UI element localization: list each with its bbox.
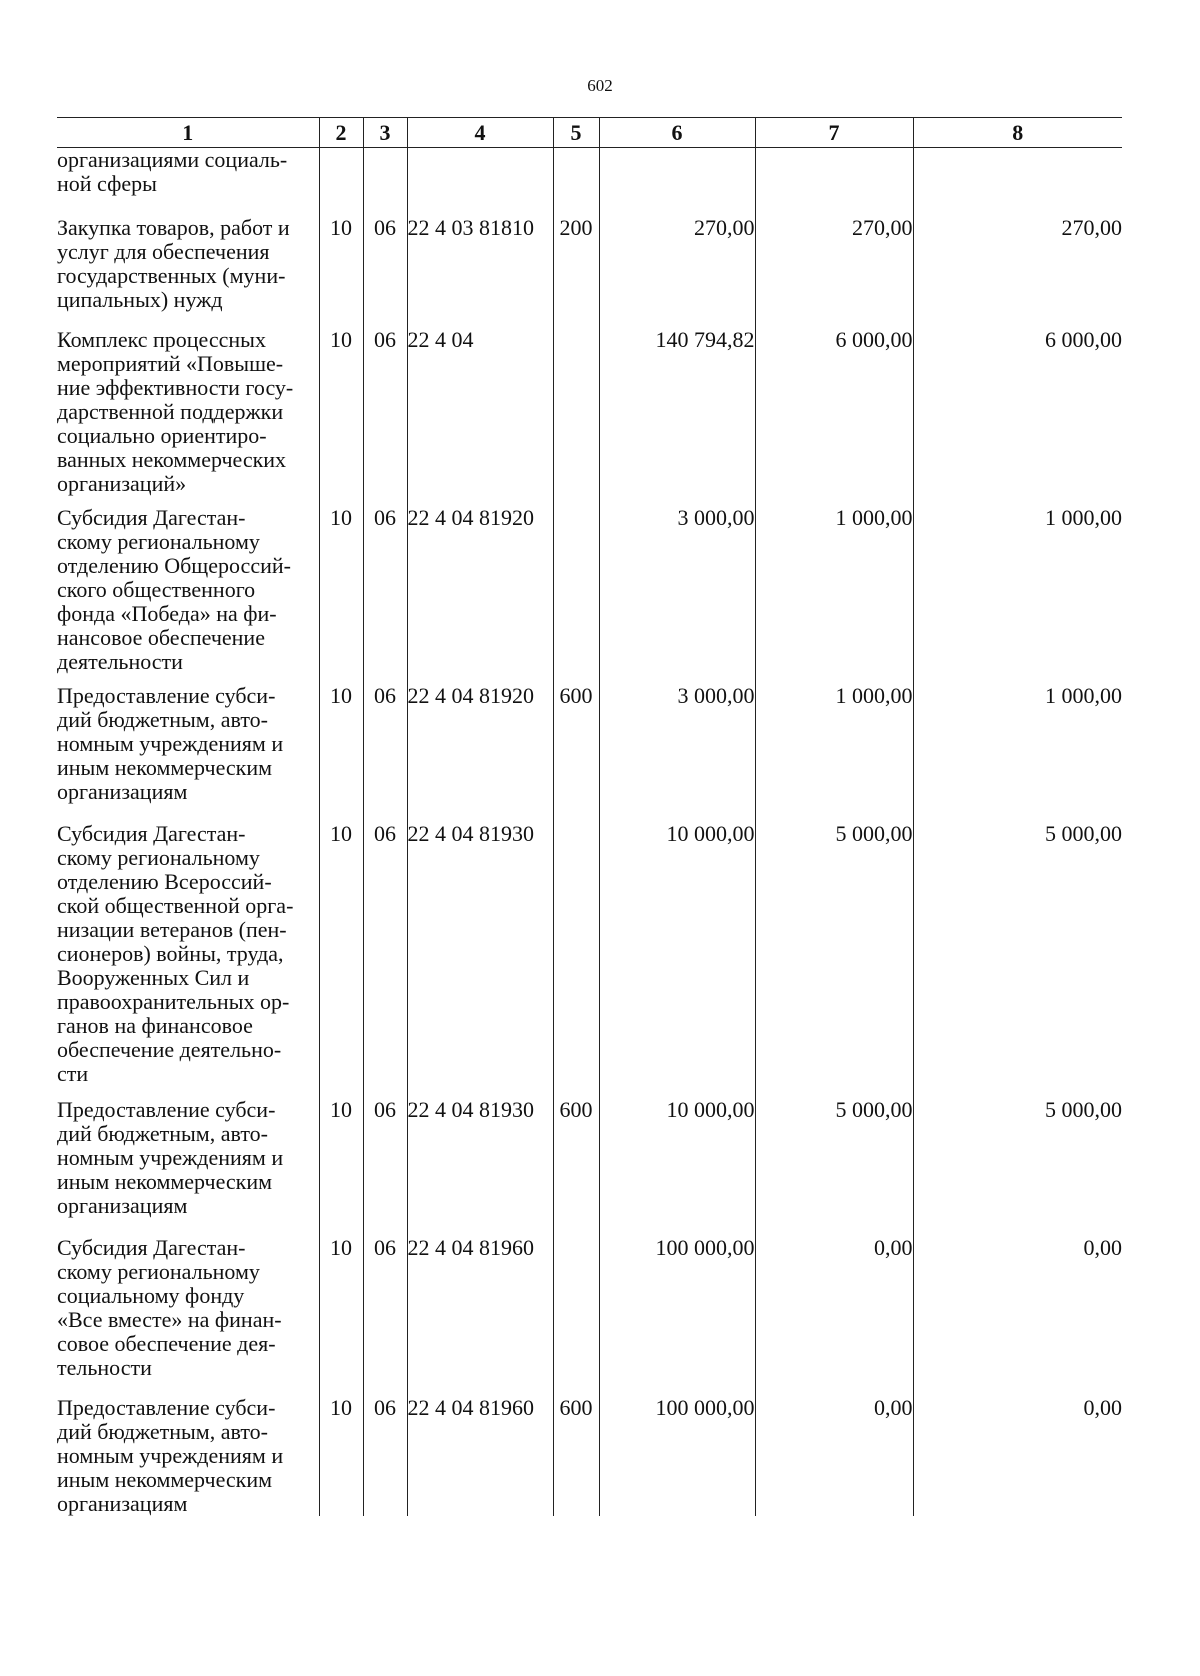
column-header: 8 <box>913 118 1122 148</box>
section-code: 10 <box>319 1226 363 1386</box>
amount-col-6: 140 794,82 <box>599 318 755 496</box>
subsection-code: 06 <box>363 674 407 812</box>
header-row <box>57 118 1122 148</box>
row-name: Комплекс процессных мероприятий «Повыше- ние эффективности госу- дарственной поддержки социально ориентиро- ванных некоммерческих организаций» <box>57 327 294 496</box>
target-article-code: 22 4 04 81930 <box>407 812 553 1088</box>
row-name: Предоставление субси- дий бюджетным, авто- номным учреждениям и иным некоммерческим организациям <box>57 683 284 804</box>
amount-col-6: 100 000,00 <box>599 1386 755 1516</box>
budget-table <box>57 117 1122 1516</box>
row-name: организациями социаль- ной сферы <box>57 147 288 196</box>
expense-type-code <box>553 496 599 674</box>
table-row <box>57 496 1122 674</box>
amount-col-8: 0,00 <box>913 1226 1122 1386</box>
row-name: Субсидия Дагестан- скому региональному отделению Всероссий- ской общественной орга- низации ветеранов (пен- сионеров) войны, труда, Вооруженных Сил и правоохранительных ор- ганов на финансовое обеспечение деятельно- сти <box>57 821 294 1086</box>
target-article-code: 22 4 04 81960 <box>407 1226 553 1386</box>
target-article-code: 22 4 04 81920 <box>407 496 553 674</box>
table-row <box>57 1386 1122 1516</box>
column-header: 7 <box>755 118 913 148</box>
column-header: 5 <box>553 118 599 148</box>
section-code: 10 <box>319 206 363 318</box>
subsection-code: 06 <box>363 1226 407 1386</box>
expense-type-code <box>553 318 599 496</box>
target-article-code: 22 4 04 81960 <box>407 1386 553 1516</box>
expense-type-code: 600 <box>553 674 599 812</box>
table-row <box>57 812 1122 1088</box>
expense-type-code: 600 <box>553 1386 599 1516</box>
subsection-code: 06 <box>363 496 407 674</box>
amount-col-7: 270,00 <box>755 206 913 318</box>
section-code: 10 <box>319 674 363 812</box>
table-row <box>57 318 1122 496</box>
subsection-code: 06 <box>363 318 407 496</box>
section-code: 10 <box>319 1088 363 1226</box>
amount-col-7: 6 000,00 <box>755 318 913 496</box>
section-code: 10 <box>319 1386 363 1516</box>
amount-col-8: 0,00 <box>913 1386 1122 1516</box>
amount-col-7: 5 000,00 <box>755 1088 913 1226</box>
section-code: 10 <box>319 318 363 496</box>
subsection-code: 06 <box>363 206 407 318</box>
target-article-code: 22 4 04 81930 <box>407 1088 553 1226</box>
amount-col-8: 5 000,00 <box>913 812 1122 1088</box>
row-name: Закупка товаров, работ и услуг для обеспечения государственных (муни- ципальных) нужд <box>57 215 290 312</box>
column-header: 4 <box>407 118 553 148</box>
expense-type-code <box>553 812 599 1088</box>
column-header: 1 <box>57 118 319 148</box>
target-article-code: 22 4 03 81810 <box>407 206 553 318</box>
amount-col-7: 5 000,00 <box>755 812 913 1088</box>
column-header: 3 <box>363 118 407 148</box>
table-row <box>57 1088 1122 1226</box>
row-name: Субсидия Дагестан- скому региональному социальному фонду «Все вместе» на финан- совое обеспечение дея- тельности <box>57 1235 282 1380</box>
expense-type-code: 200 <box>553 206 599 318</box>
table-row <box>57 206 1122 318</box>
amount-col-8: 1 000,00 <box>913 496 1122 674</box>
section-code: 10 <box>319 812 363 1088</box>
table-row <box>57 1226 1122 1386</box>
target-article-code: 22 4 04 81920 <box>407 674 553 812</box>
table-row <box>57 674 1122 812</box>
amount-col-6: 3 000,00 <box>599 674 755 812</box>
subsection-code: 06 <box>363 1088 407 1226</box>
row-name: Предоставление субси- дий бюджетным, авто- номным учреждениям и иным некоммерческим организациям <box>57 1097 284 1218</box>
section-code: 10 <box>319 496 363 674</box>
row-name: Предоставление субси- дий бюджетным, авто- номным учреждениям и иным некоммерческим организациям <box>57 1395 284 1516</box>
amount-col-6: 10 000,00 <box>599 1088 755 1226</box>
expense-type-code: 600 <box>553 1088 599 1226</box>
amount-col-8: 5 000,00 <box>913 1088 1122 1226</box>
amount-col-6: 100 000,00 <box>599 1226 755 1386</box>
amount-col-7: 0,00 <box>755 1386 913 1516</box>
expense-type-code <box>553 1226 599 1386</box>
column-header: 2 <box>319 118 363 148</box>
page-number: 602 <box>587 76 613 95</box>
amount-col-6: 270,00 <box>599 206 755 318</box>
subsection-code: 06 <box>363 812 407 1088</box>
row-name: Субсидия Дагестан- скому региональному отделению Общероссий- ского общественного фонда «Победа» на фи- нансовое обеспечение деятельности <box>57 505 291 674</box>
amount-col-8: 270,00 <box>913 206 1122 318</box>
column-header: 6 <box>599 118 755 148</box>
continuation-row <box>57 148 1122 207</box>
amount-col-6: 10 000,00 <box>599 812 755 1088</box>
amount-col-6: 3 000,00 <box>599 496 755 674</box>
amount-col-7: 1 000,00 <box>755 674 913 812</box>
subsection-code: 06 <box>363 1386 407 1516</box>
target-article-code: 22 4 04 <box>407 318 553 496</box>
amount-col-8: 6 000,00 <box>913 318 1122 496</box>
amount-col-8: 1 000,00 <box>913 674 1122 812</box>
amount-col-7: 0,00 <box>755 1226 913 1386</box>
amount-col-7: 1 000,00 <box>755 496 913 674</box>
